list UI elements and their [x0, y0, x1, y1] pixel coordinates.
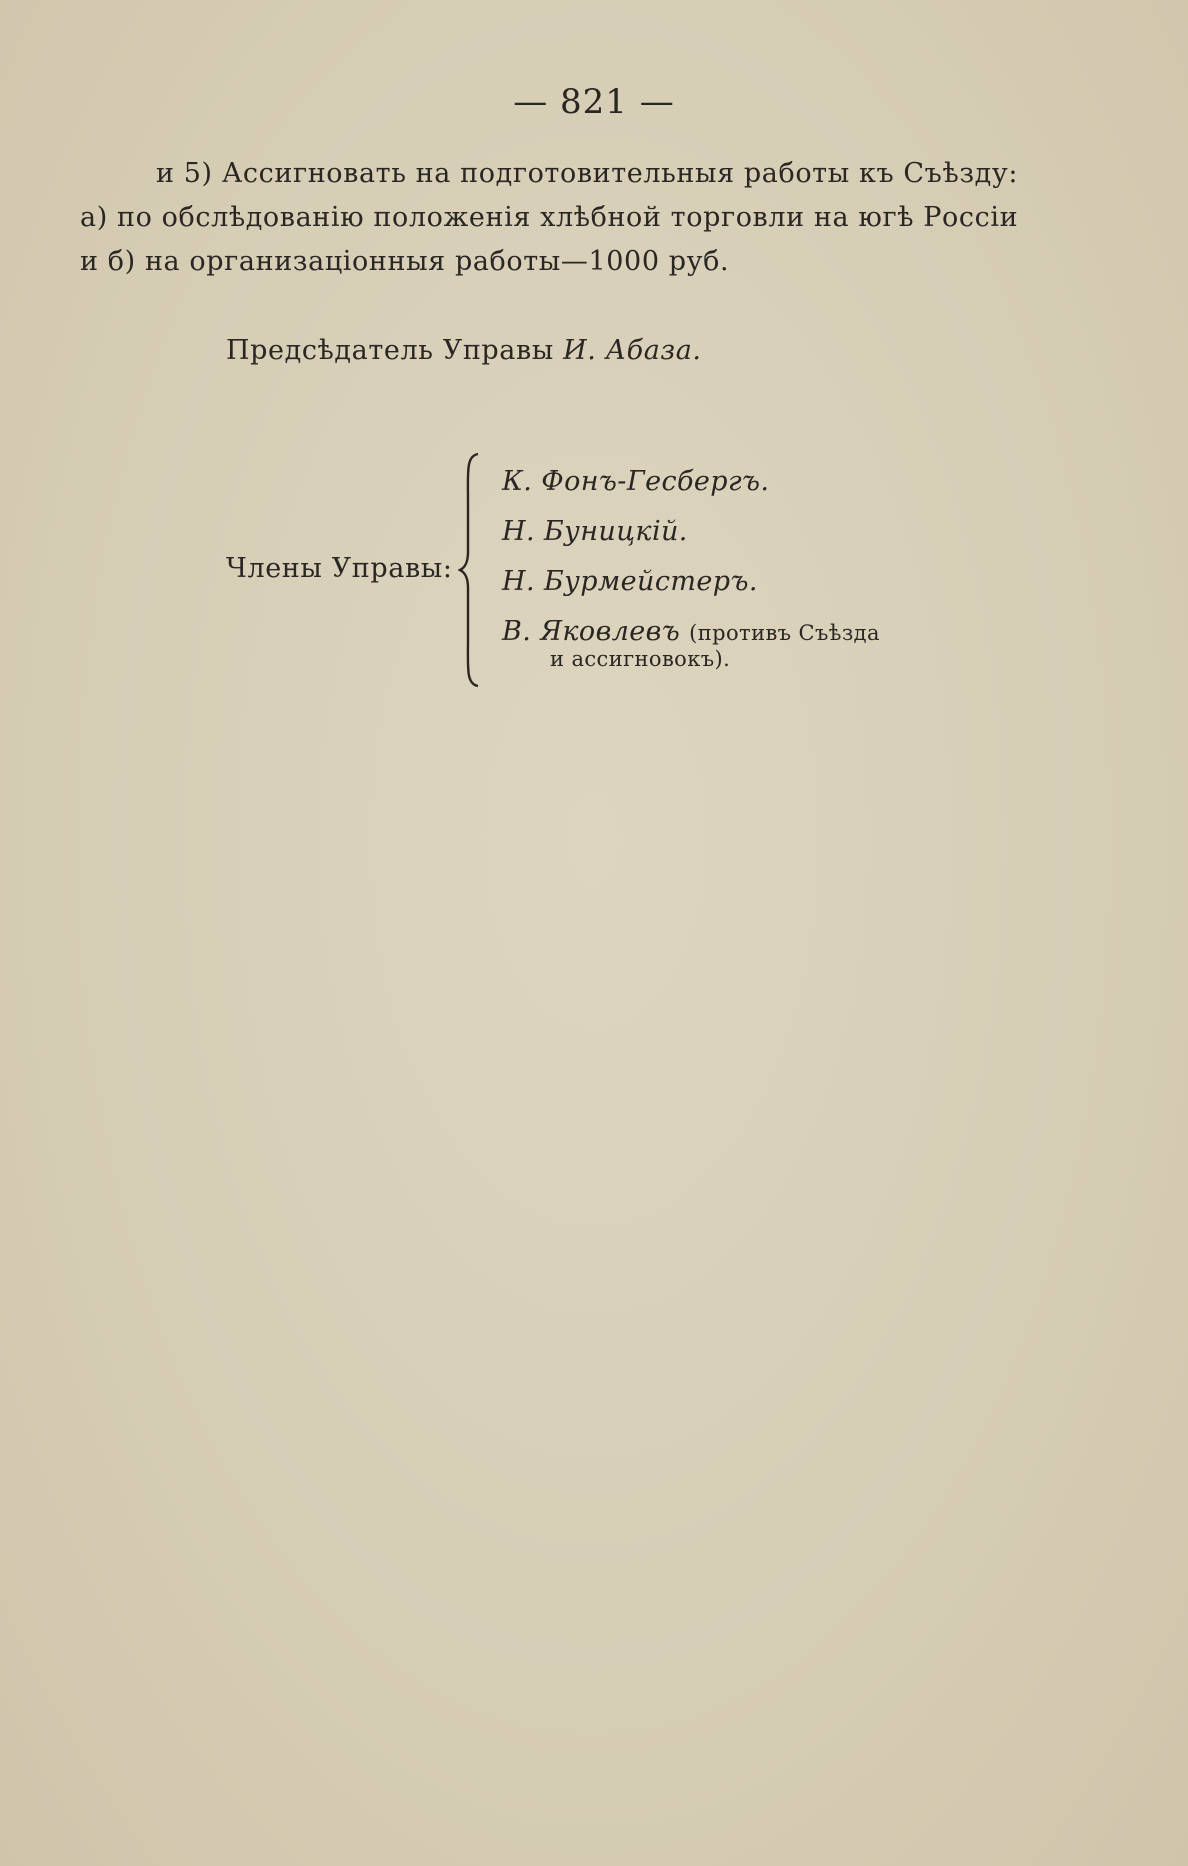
chairman-signature — [226, 335, 702, 366]
member-signature: К. Фонъ-Гесбергъ. — [502, 466, 770, 497]
page-number: — 821 — — [513, 82, 675, 122]
members-label: Члены Управы: — [226, 553, 453, 584]
paragraph-line: и 5) Ассигновать на подготовительныя работы къ Съѣзду: — [156, 158, 1019, 189]
member-signature: Н. Буницкій. — [502, 516, 688, 547]
resolution-paragraph — [80, 152, 1032, 284]
member-note-continuation: и ассигновокъ). — [550, 647, 731, 671]
member-note: (противъ Съѣзда — [689, 621, 880, 645]
member-signature: Н. Бурмейстеръ. — [502, 566, 758, 597]
paragraph-line: и б) на организаціонныя работы—1000 руб. — [80, 246, 730, 277]
member-name: В. Яковлевъ — [502, 616, 681, 647]
paragraph-line: а) по обслѣдованію положенія хлѣбной торговли на югѣ Россіи — [80, 202, 1019, 233]
member-signature — [502, 616, 880, 647]
chairman-label: Предсѣдатель Управы — [226, 335, 554, 366]
chairman-name: И. Абаза. — [563, 335, 702, 366]
curly-brace-icon — [458, 452, 482, 688]
